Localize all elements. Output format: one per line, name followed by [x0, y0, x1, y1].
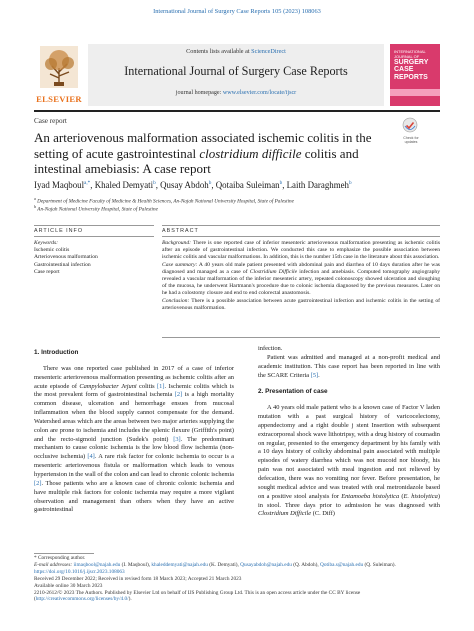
author-name[interactable]: Khaled Demyati	[94, 180, 154, 190]
author-name[interactable]: Laith Daraghmeh	[286, 180, 349, 190]
abstract-rule-top	[162, 225, 440, 226]
license-text: 2210-2612/© 2023 The Authors. Published by Elsevier Ltd on behalf of IJS Publishing Group Ltd. This is an open access article under the CC BY license (	[34, 589, 361, 603]
publisher-name: ELSEVIER	[36, 94, 82, 104]
keyword-item: Ischemic colitis	[34, 247, 70, 254]
elsevier-logo	[34, 44, 84, 106]
contents-prefix: Contents lists available at	[186, 48, 252, 55]
body-text: . A rare risk factor for colonic ischemia to occur is a mesenteric arteriovenous fistula or malformation which leads to venous hypertension in the wall of the colon and can lead to chronic colonic ischemia	[34, 453, 235, 478]
doi-link[interactable]: https://doi.org/10.1016/j.ijscr.2023.108063	[34, 568, 125, 575]
homepage-line	[88, 90, 384, 96]
body-text: There was one reported case published in 2017 of a case of inferior mesenteric arteriovenous malformation presenting as ischemic colitis after an acute episode of	[34, 364, 234, 390]
body-text: ) in stool. Three days prior to admission he was diagnosed with	[258, 492, 440, 509]
abstract-lead: Conclusion:	[162, 297, 190, 304]
homepage-prefix: journal homepage:	[175, 90, 223, 96]
check-for-updates-label: Check for updates	[403, 136, 419, 144]
cover-stripe	[390, 89, 440, 96]
article-title	[34, 130, 394, 177]
abstract-sentence: There is one reported case of inferior mesenteric arteriovenous malformation presenting as ischemic colitis after an episode of gastrointestinal infection. We conducted this case to emphasize the possible association between ischemic colitis and vascular malformations. In addition, this is the number 15th case in the literature about this association.	[162, 240, 440, 261]
body-continuation: infection.	[258, 345, 283, 352]
masthead	[88, 44, 384, 106]
email-link[interactable]: khaleddemyati@najah.edu	[151, 561, 208, 568]
article-info-rule-top	[34, 225, 154, 226]
abstract-sentence: A 40 years old male patient presented with abdominal pain and diarrhea of 10 days duration after he was diagnosed and managed as a case of	[162, 261, 440, 275]
affiliation-text: An-Najah National University Hospital, State of Palestine	[37, 206, 158, 213]
affiliation-mark: b	[34, 204, 37, 209]
cover-big-text: SURGERY CASE REPORTS	[394, 59, 429, 81]
reference-link[interactable]: [2]	[174, 391, 183, 399]
email-owner: (I. Maqboul),	[120, 561, 152, 568]
license-link[interactable]: http://creativecommons.org/licenses/by/4.0/	[35, 596, 129, 603]
check-for-updates-icon[interactable]	[402, 117, 418, 135]
section-heading-presentation: 2. Presentation of case	[258, 388, 328, 396]
reference-link[interactable]: [4]	[87, 453, 95, 461]
keyword-item: Case report	[34, 268, 60, 275]
footnote-divider	[34, 553, 94, 554]
abstract-lead: Background:	[162, 240, 191, 246]
header-divider	[34, 110, 440, 112]
journal-cover-thumbnail[interactable]	[390, 44, 440, 106]
abstract-rule-bottom	[162, 236, 440, 237]
email-link[interactable]: iimaqbool@najah.edu	[73, 561, 121, 568]
title-part1: An arteriovenous malformation associated ischemic colitis in the setting of acute gastrointestinal	[34, 130, 372, 161]
author-affil-mark[interactable]: b	[348, 180, 352, 187]
body-text: (C. Diff)	[311, 510, 335, 518]
body-italic: Campylobacter Jejuni	[79, 382, 137, 390]
author-name[interactable]: Qusay Abdoh	[160, 180, 209, 190]
abstract-heading: ABSTRACT	[162, 228, 199, 234]
body-italic: Entamoeba histolytica	[341, 492, 400, 500]
reference-link[interactable]: [5]	[310, 371, 319, 379]
journal-citation-link[interactable]: International Journal of Surgery Case Reports 105 (2023) 108063	[153, 8, 321, 15]
title-italic: clostridium difficile	[199, 145, 302, 161]
body-column-right	[258, 345, 440, 519]
body-text: .	[318, 371, 320, 379]
body-italic: E. histolytica	[403, 492, 438, 500]
article-type: Case report	[34, 117, 67, 125]
body-text: (	[399, 492, 404, 500]
reference-link[interactable]: [1]	[157, 382, 165, 390]
sciencedirect-link[interactable]: ScienceDirect	[251, 48, 286, 55]
body-text: . Those patients who are a known case of chronic colonic ischemia and have multiple risk factors for colonic ischemia may require a more vigilant observation and management than others when they have an active gastrointestinal	[34, 479, 234, 514]
keywords-heading: Keywords:	[34, 240, 59, 246]
affiliation	[34, 204, 440, 213]
body-paragraph	[258, 404, 440, 519]
body-column-left	[34, 345, 234, 515]
email-addresses	[34, 562, 440, 569]
article-info-rule-bottom	[34, 236, 154, 237]
homepage-link[interactable]: www.elsevier.com/locate/ijscr	[222, 90, 297, 96]
abstract-rule-end	[162, 337, 440, 338]
cover-small-text: INTERNATIONAL JOURNAL OF	[394, 49, 426, 59]
body-italic: Clostridium Difficile	[258, 510, 312, 518]
affiliation-text: Department of Medicine Faculty of Medicine & Health Sciences, An-Najah National University Hospital, State of Palestine	[37, 198, 294, 205]
abstract-sentence: There is a possible association between acute gastrointestinal infection and ischemic colitis in the setting of arteriovenous malformation.	[162, 297, 440, 311]
reference-link[interactable]: [3]	[173, 435, 181, 443]
author-affil-mark[interactable]: b	[153, 180, 156, 187]
journal-header	[34, 44, 440, 106]
title-part2: colitis and intestinal amebiasis: A case report	[34, 145, 359, 176]
article-info-heading: ARTICLE INFO	[34, 228, 84, 234]
received-dates: Received 29 December 2022; Received in revised form 18 March 2023; Accepted 21 March 2023	[34, 575, 242, 582]
keywords-block	[34, 240, 154, 276]
email-owner: (Q. Abdoh),	[291, 561, 321, 568]
email-label: E-mail addresses:	[34, 561, 74, 568]
body-paragraph	[258, 354, 440, 381]
email-link[interactable]: Qusayabdoh@najah.edu	[240, 561, 292, 568]
author-affil-mark[interactable]: b	[208, 180, 212, 187]
body-text: . Ischemic colitis which is the most prevalent form of gastrointestinal ischemia	[34, 382, 234, 399]
body-text: A 40 years old male patient who is a known case of Factor V laden mutation with a past surgical history of varicocelectomy, appendectomy and a right double j stent Insertion with subsequent extracorporeal shock wave lithotripsy, with a drug history of coumadin on regular, presented to the emergency department by his family with a 10 days history of colicky abdominal pain associated with multiple episodes of watery diarrhea which was not mucoid nor bloody, his pain was not associated with meal ingestion and not relieved by defecation, there was no vomiting nor fever. Before presentation, he sought medical advice and was treated with oral metronidazole based on a positive stool analysis for	[258, 404, 440, 500]
elsevier-tree-icon	[40, 46, 78, 88]
author-name[interactable]: Qotaiba Suleiman	[215, 180, 280, 190]
license-statement	[34, 590, 440, 604]
abstract-conclusion	[162, 298, 440, 312]
abstract-case-summary	[162, 262, 440, 298]
contents-line	[88, 48, 384, 55]
journal-title: International Journal of Surgery Case Reports	[124, 64, 348, 78]
online-date: Available online 30 March 2023	[34, 582, 103, 589]
body-text: colitis	[136, 382, 158, 390]
license-text: ).	[128, 596, 132, 603]
footnotes	[34, 555, 440, 603]
abstract-background	[162, 240, 440, 262]
reference-link[interactable]: [2]	[34, 479, 42, 487]
section-heading-introduction: 1. Introduction	[34, 349, 79, 356]
email-owner: (K. Demyati),	[207, 561, 241, 568]
body-text: . The predominant mechanism to cause colonic ischemia is the low blood flow ischemia (non-occlusive ischemia)	[34, 435, 234, 461]
body-paragraph	[34, 365, 234, 515]
abstract-sentence: infection and amebiasis. Computed tomography angiography revealed a vascular malformation of the inferior mesenteric artery, repeated colonoscopy showed ulceration and sloughing of the mucosa, he underwent Hartmann's procedure due to colonic ischemia diagnosed by the previous measures. Later on he had a colostomy closure and end to end colorectal anastomosis.	[162, 268, 440, 297]
corresponding-author-note: * Corresponding author.	[34, 555, 86, 561]
affiliation-mark: a	[34, 196, 36, 201]
keyword-item: Arteriovenous malformation	[34, 254, 98, 261]
body-text: is a high mortality common disease, ulceration and hemorrhage ensues from mucosal inflammation when the blood supply cannot compensate for the demand. Watershed areas which are the areas between two major arteries supplying the colon are prone to ischemia and includes the splenic flexure (Griffith's point) and the recto-sigmoid junction (Sudek's point)	[34, 391, 235, 443]
abstract-text	[162, 240, 440, 312]
email-link[interactable]: Qotiba.s@najah.edu	[320, 561, 364, 568]
abstract-italic: Clostridium Difficile	[249, 268, 298, 275]
author-list: Iyad Maqboul$^{a,*}$, Khaled Demyati$^b$, Qusay Abdoh$^b$, Qotaiba Suleiman$^b$, Laith Daraghmeh$^b$	[34, 180, 352, 190]
keyword-item: Gastrointestinal infection	[34, 261, 91, 268]
author-affil-mark[interactable]: b	[279, 180, 283, 187]
author-affil-mark[interactable]: a,*	[84, 180, 91, 187]
email-owner: (Q. Suleiman).	[363, 561, 396, 568]
body-text: Patient was admitted and managed at a non-profit medical and academic institution. This case report has been reported in line with the SCARE Criteria	[258, 353, 440, 379]
abstract-lead: Case summary:	[162, 261, 198, 268]
author-name[interactable]: Iyad Maqboul	[34, 180, 85, 190]
